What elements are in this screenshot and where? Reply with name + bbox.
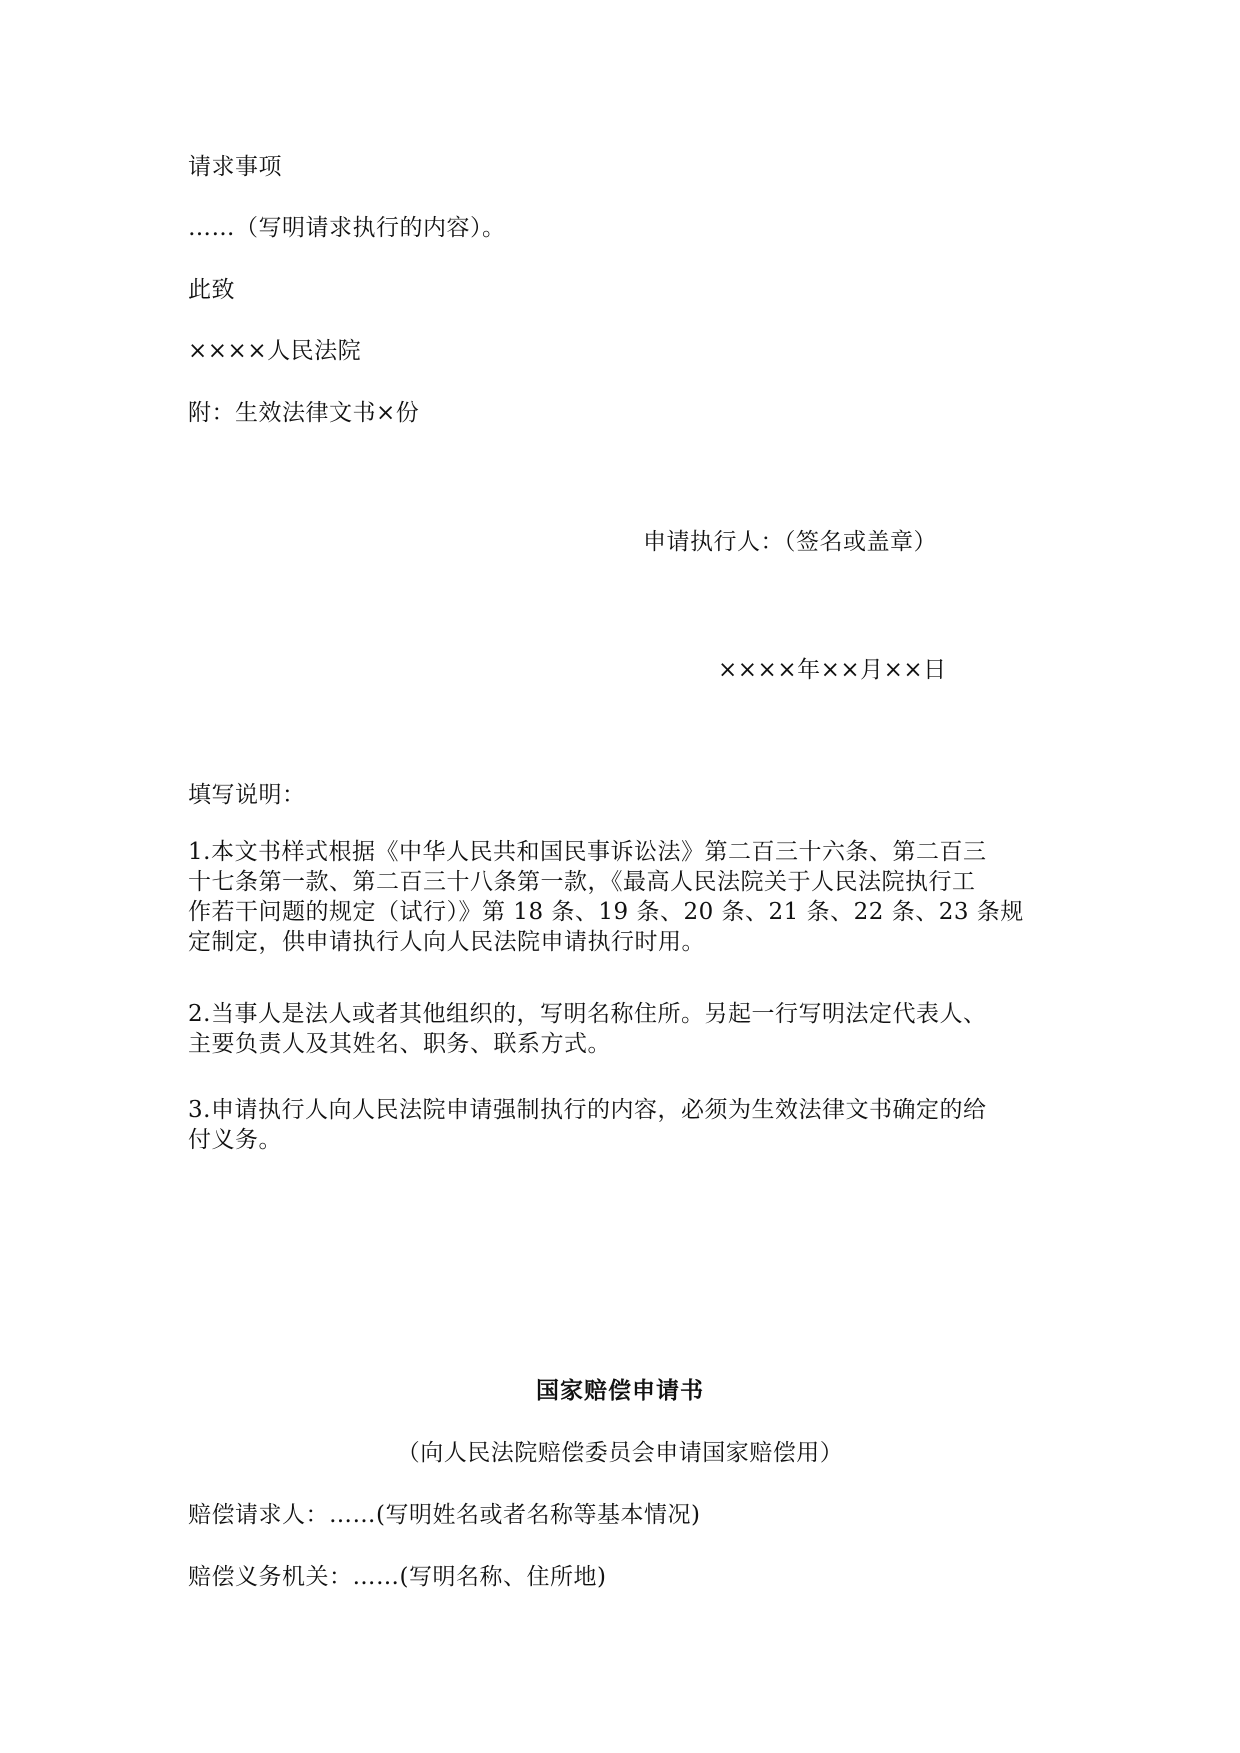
obligor-line: 赔偿义务机关：……(写明名称、住所地) (188, 1564, 607, 1590)
salutation: 此致 (188, 277, 235, 303)
form-subtitle: （向人民法院赔偿委员会申请国家赔偿用） (396, 1440, 844, 1466)
attachment-line: 附：生效法律文书×份 (188, 400, 420, 426)
instruction-item-1: 1.本文书样式根据《中华人民共和国民事诉讼法》第二百三十六条、第二百三 十七条第一款、第二百三十八条第一款，《最高人民法院关于人民法院执行工 作若干问题的规定（试行）》第 18 条、19 条、20 条、21 条、22 条、23 条规 定制定，供申请执行人向人民法院申请执行时用。 (188, 839, 1024, 955)
signature-line: 申请执行人：（签名或盖章） (643, 529, 937, 555)
form-title: 国家赔偿申请书 (536, 1377, 704, 1404)
claimant-line: 赔偿请求人：……(写明姓名或者名称等基本情况) (188, 1502, 701, 1528)
court-name: ××××人民法院 (188, 338, 362, 364)
request-content: ……（写明请求执行的内容）。 (188, 215, 506, 241)
request-heading: 请求事项 (188, 154, 282, 180)
instruction-item-2: 2.当事人是法人或者其他组织的，写明名称住所。另起一行写明法定代表人、 主要负责人及其姓名、职务、联系方式。 (188, 1001, 987, 1057)
instruction-item-3: 3.申请执行人向人民法院申请强制执行的内容，必须为生效法律文书确定的给 付义务。 (188, 1097, 987, 1153)
date-line: ××××年××月××日 (718, 657, 947, 683)
instructions-heading: 填写说明： (188, 782, 306, 808)
